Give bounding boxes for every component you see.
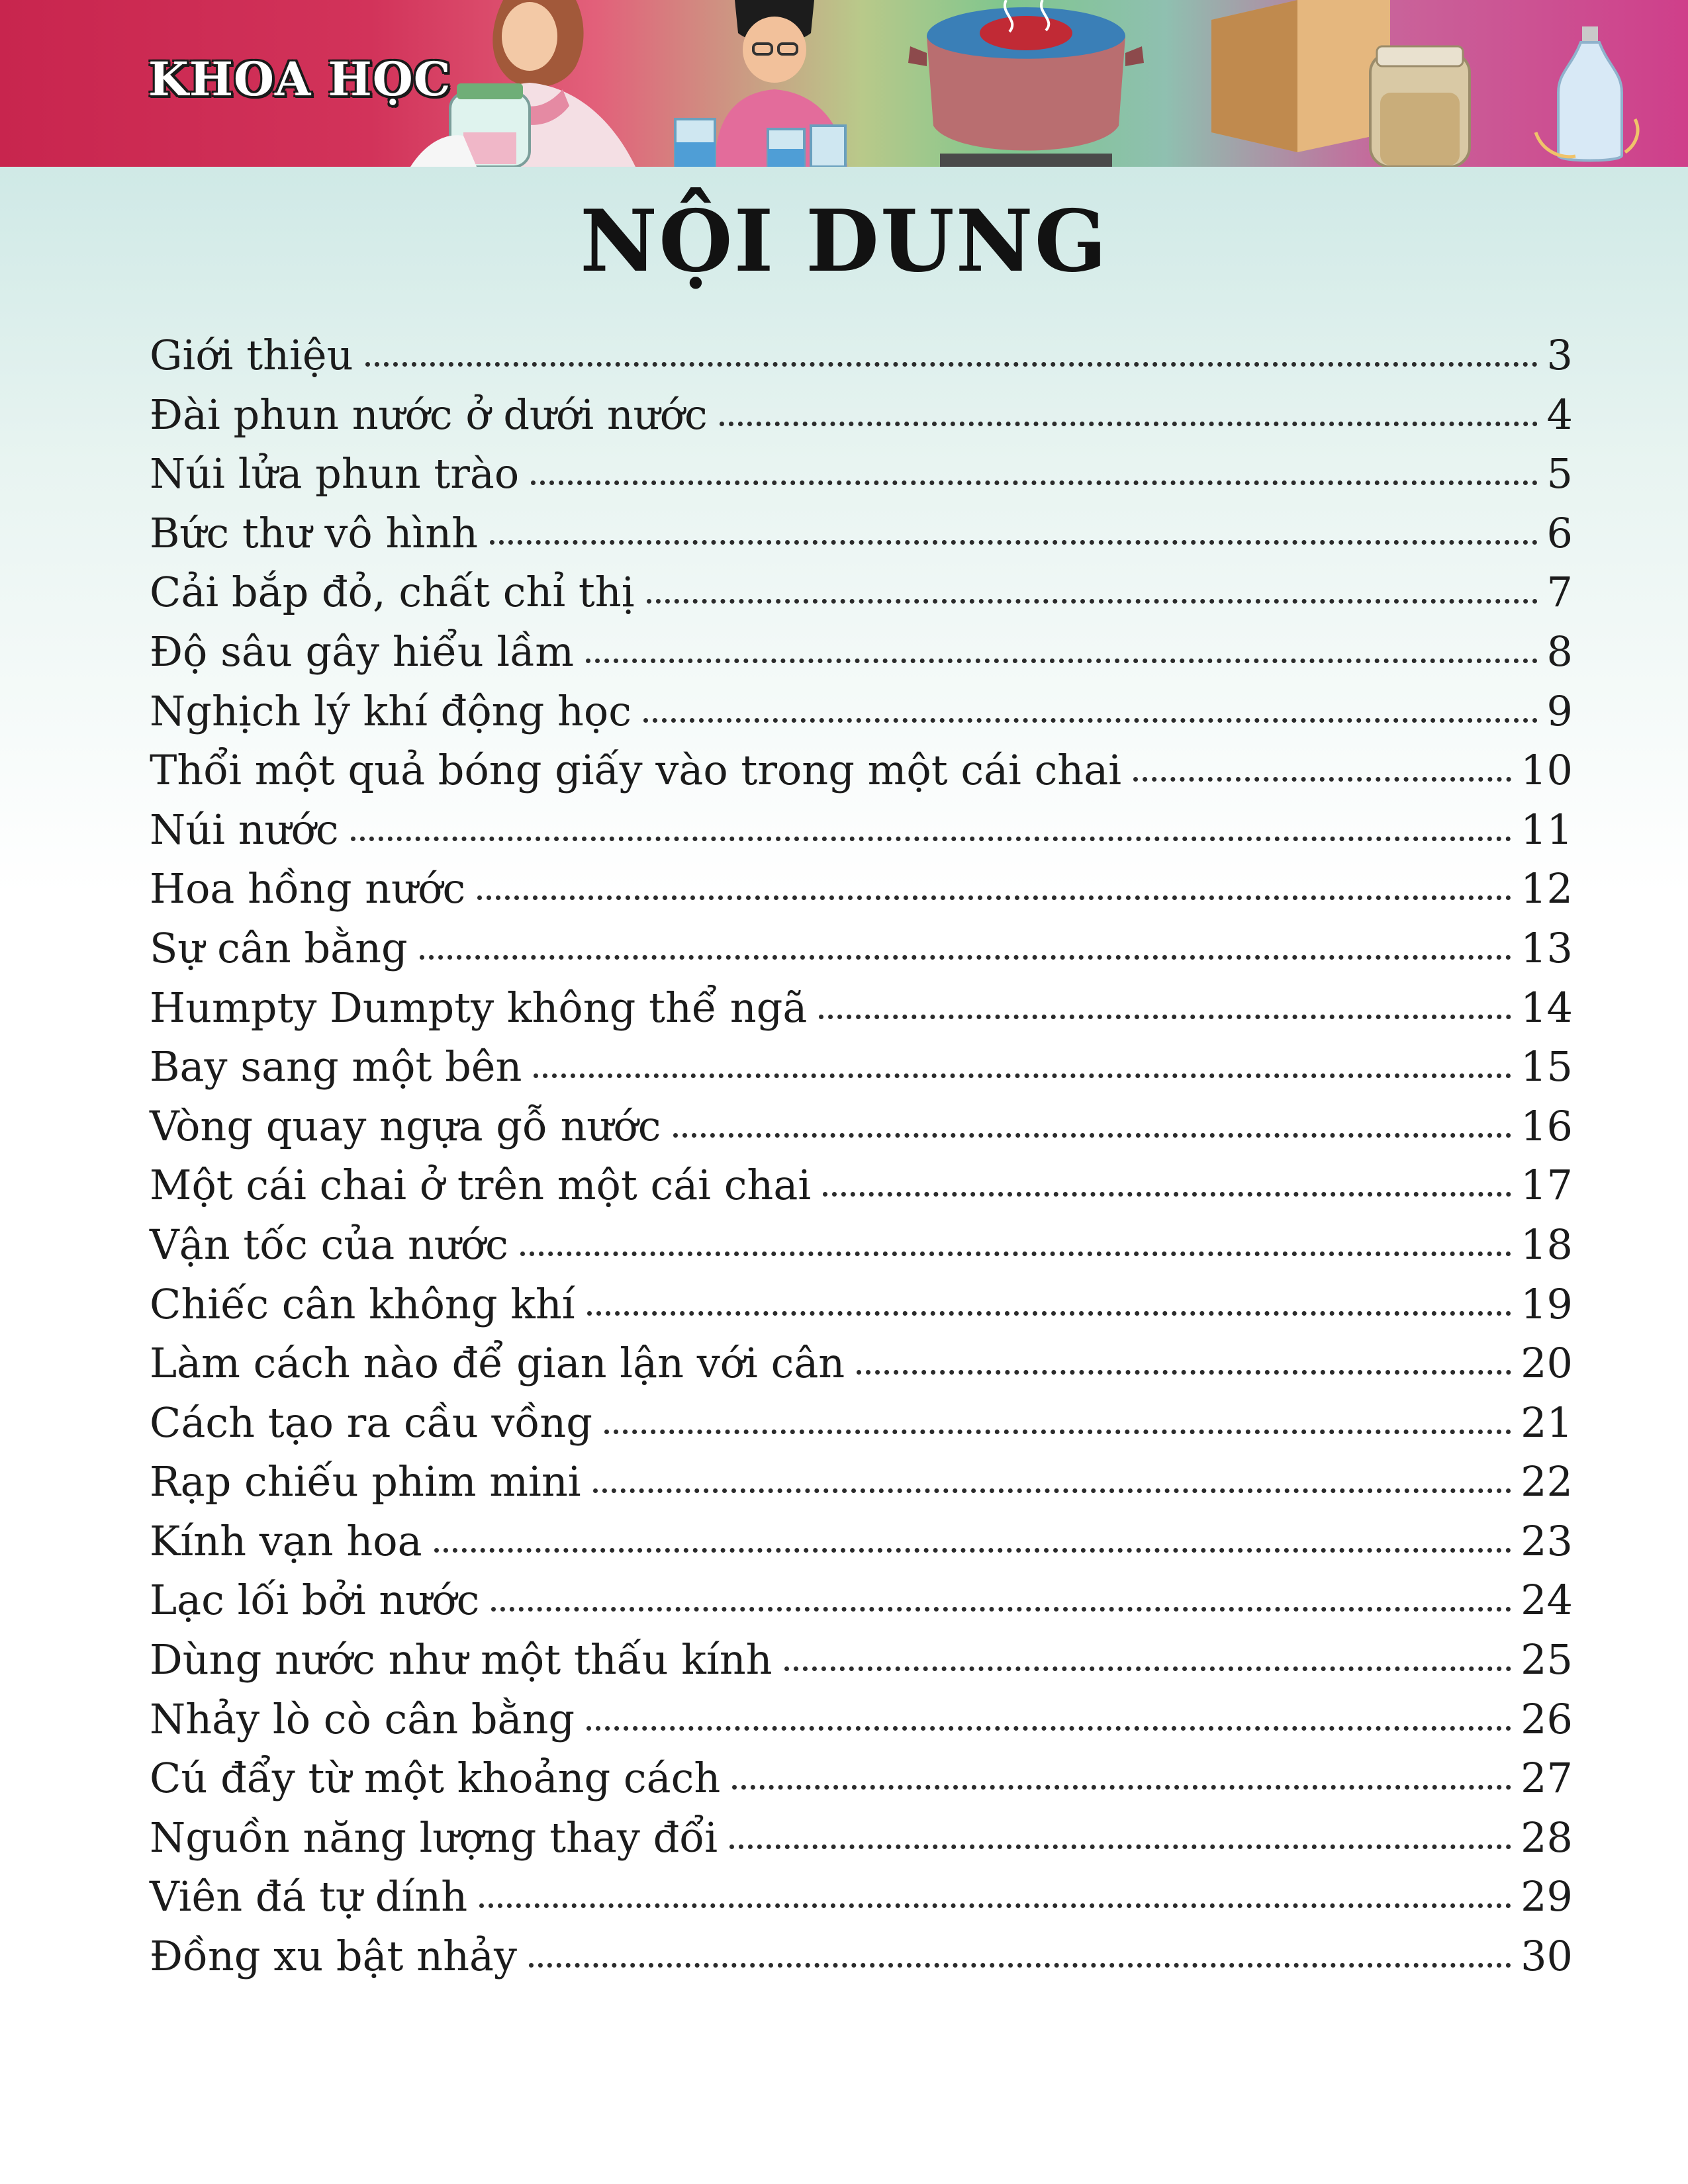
dot-leader: [784, 1666, 1512, 1671]
toc-entry-title: Bay sang một bên: [150, 1042, 522, 1091]
toc-entry-page-number: 12: [1521, 864, 1573, 913]
toc-entry[interactable]: [150, 1398, 1573, 1458]
glass-jar-illustration: [1370, 46, 1470, 167]
dot-leader: [434, 1548, 1512, 1553]
toc-entry[interactable]: [150, 805, 1573, 865]
toc-entry[interactable]: [150, 331, 1573, 390]
toc-entry-title: Nhảy lò cò cân bằng: [150, 1694, 575, 1743]
toc-entry-title: Lạc lối bởi nước: [150, 1576, 480, 1625]
toc-entry-title: Cách tạo ra cầu vồng: [150, 1398, 592, 1447]
toc-entry-page-number: 24: [1521, 1576, 1573, 1625]
dot-leader: [534, 1073, 1511, 1078]
toc-entry[interactable]: [150, 509, 1573, 569]
toc-entry-title: Núi nước: [150, 805, 339, 854]
dot-leader: [819, 1015, 1511, 1019]
toc-entry[interactable]: [150, 1576, 1573, 1635]
toc-entry-page-number: 6: [1546, 508, 1573, 557]
toc-entry-title: Đồng xu bật nhảy: [150, 1932, 518, 1981]
toc-entry[interactable]: [150, 746, 1573, 805]
section-label: KHOA HỌC: [148, 52, 451, 107]
toc-entry-page-number: 4: [1546, 390, 1573, 439]
dot-leader: [720, 422, 1538, 426]
dot-leader: [491, 1607, 1511, 1612]
dot-leader: [857, 1370, 1511, 1375]
toc-entry-page-number: 7: [1546, 568, 1573, 617]
toc-entry[interactable]: [150, 1280, 1573, 1340]
toc-entry-title: Giới thiệu: [150, 331, 353, 379]
toc-entry-title: Núi lửa phun trào: [150, 449, 520, 498]
dot-leader: [420, 955, 1511, 960]
toc-entry[interactable]: [150, 1932, 1573, 1991]
toc-entry[interactable]: [150, 568, 1573, 627]
toc-entry-page-number: 11: [1521, 805, 1573, 854]
dot-leader: [823, 1192, 1511, 1197]
dot-leader: [365, 362, 1538, 367]
toc-entry-title: Nghịch lý khí động học: [150, 686, 632, 735]
toc-entry-page-number: 18: [1521, 1220, 1573, 1269]
toc-entry-title: Cải bắp đỏ, chất chỉ thị: [150, 568, 635, 617]
toc-entry[interactable]: [150, 1872, 1573, 1932]
toc-entry-page-number: 26: [1521, 1694, 1573, 1743]
toc-entry-page-number: 19: [1521, 1279, 1573, 1328]
toc-entry-title: Viên đá tự dính: [150, 1872, 468, 1921]
toc-entry[interactable]: [150, 1754, 1573, 1813]
toc-entry-page-number: 13: [1521, 923, 1573, 972]
plastic-bottle-illustration: [1536, 26, 1638, 161]
dot-leader: [479, 1903, 1511, 1908]
toc-entry-page-number: 25: [1521, 1635, 1573, 1684]
toc-entry[interactable]: [150, 983, 1573, 1043]
toc-entry[interactable]: [150, 1161, 1573, 1220]
dot-leader: [604, 1430, 1511, 1434]
dot-leader: [593, 1488, 1511, 1493]
toc-entry-title: Rạp chiếu phim mini: [150, 1457, 581, 1506]
toc-entry-title: Hoa hồng nước: [150, 864, 466, 913]
toc-entry-page-number: 28: [1521, 1813, 1573, 1862]
toc-entry-title: Độ sâu gây hiểu lầm: [150, 627, 575, 676]
toc-entry-title: Đài phun nước ở dưới nước: [150, 390, 708, 439]
header-banner: [0, 0, 1688, 167]
toc-entry[interactable]: [150, 1517, 1573, 1576]
toc-entry-page-number: 21: [1521, 1398, 1573, 1447]
toc-entry-title: Sự cân bằng: [150, 923, 408, 972]
toc-entry[interactable]: [150, 1220, 1573, 1280]
dot-leader: [729, 1844, 1511, 1849]
toc-entry-title: Thổi một quả bóng giấy vào trong một cái chai: [150, 746, 1122, 795]
page-title: NỘI DUNG: [580, 192, 1108, 291]
toc-entry-title: Humpty Dumpty không thể ngã: [150, 983, 808, 1032]
toc-entry-page-number: 5: [1546, 449, 1573, 498]
toc-entry[interactable]: [150, 449, 1573, 509]
boy-with-beakers-illustration: [675, 0, 847, 167]
cooking-pot-illustration: [908, 0, 1144, 167]
toc-entry-page-number: 3: [1546, 331, 1573, 379]
dot-leader: [643, 718, 1538, 723]
toc-entry-title: Làm cách nào để gian lận với cân: [150, 1339, 845, 1388]
toc-entry[interactable]: [150, 687, 1573, 747]
dot-leader: [531, 480, 1537, 485]
dot-leader: [586, 659, 1538, 663]
toc-entry-title: Nguồn năng lượng thay đổi: [150, 1813, 718, 1862]
dot-leader: [647, 599, 1538, 604]
toc-entry-title: Bức thư vô hình: [150, 508, 479, 557]
dot-leader: [520, 1251, 1511, 1256]
dot-leader: [477, 895, 1511, 900]
toc-entry-title: Một cái chai ở trên một cái chai: [150, 1161, 812, 1210]
toc-entry-page-number: 10: [1521, 746, 1573, 795]
dot-leader: [586, 1726, 1511, 1731]
toc-entry[interactable]: [150, 924, 1573, 983]
toc-entry[interactable]: [150, 1457, 1573, 1517]
dot-leader: [732, 1785, 1511, 1790]
toc-entry-page-number: 29: [1521, 1872, 1573, 1921]
cardboard-box-illustration: [1211, 0, 1390, 152]
toc-entry-title: Cú đẩy từ một khoảng cách: [150, 1754, 721, 1803]
toc-entry-page-number: 30: [1521, 1932, 1573, 1981]
toc-entry-title: Vòng quay ngựa gỗ nước: [150, 1101, 661, 1150]
toc-entry-title: Chiếc cân không khí: [150, 1279, 575, 1328]
toc-entry-page-number: 16: [1521, 1101, 1573, 1150]
toc-entry-page-number: 22: [1521, 1457, 1573, 1506]
toc-entry[interactable]: [150, 1339, 1573, 1398]
toc-entry-page-number: 15: [1521, 1042, 1573, 1091]
dot-leader: [351, 837, 1511, 841]
toc-entry-title: Kính vạn hoa: [150, 1516, 422, 1565]
dot-leader: [587, 1311, 1512, 1316]
table-of-contents: [150, 331, 1573, 1991]
toc-entry[interactable]: [150, 1042, 1573, 1102]
dot-leader: [490, 540, 1537, 545]
toc-entry[interactable]: [150, 627, 1573, 687]
toc-entry-page-number: 8: [1546, 627, 1573, 676]
dot-leader: [1133, 777, 1511, 782]
toc-entry[interactable]: [150, 1695, 1573, 1754]
toc-entry[interactable]: [150, 1813, 1573, 1873]
dot-leader: [673, 1133, 1512, 1138]
toc-entry[interactable]: [150, 390, 1573, 450]
toc-entry[interactable]: [150, 864, 1573, 924]
toc-entry[interactable]: [150, 1635, 1573, 1695]
toc-entry[interactable]: [150, 1102, 1573, 1161]
toc-entry-page-number: 27: [1521, 1754, 1573, 1803]
toc-entry-title: Vận tốc của nước: [150, 1220, 508, 1269]
dot-leader: [529, 1963, 1511, 1968]
toc-entry-page-number: 17: [1521, 1161, 1573, 1210]
toc-entry-title: Dùng nước như một thấu kính: [150, 1635, 773, 1684]
toc-entry-page-number: 9: [1546, 686, 1573, 735]
toc-entry-page-number: 20: [1521, 1339, 1573, 1388]
toc-entry-page-number: 23: [1521, 1516, 1573, 1565]
toc-entry-page-number: 14: [1521, 983, 1573, 1032]
